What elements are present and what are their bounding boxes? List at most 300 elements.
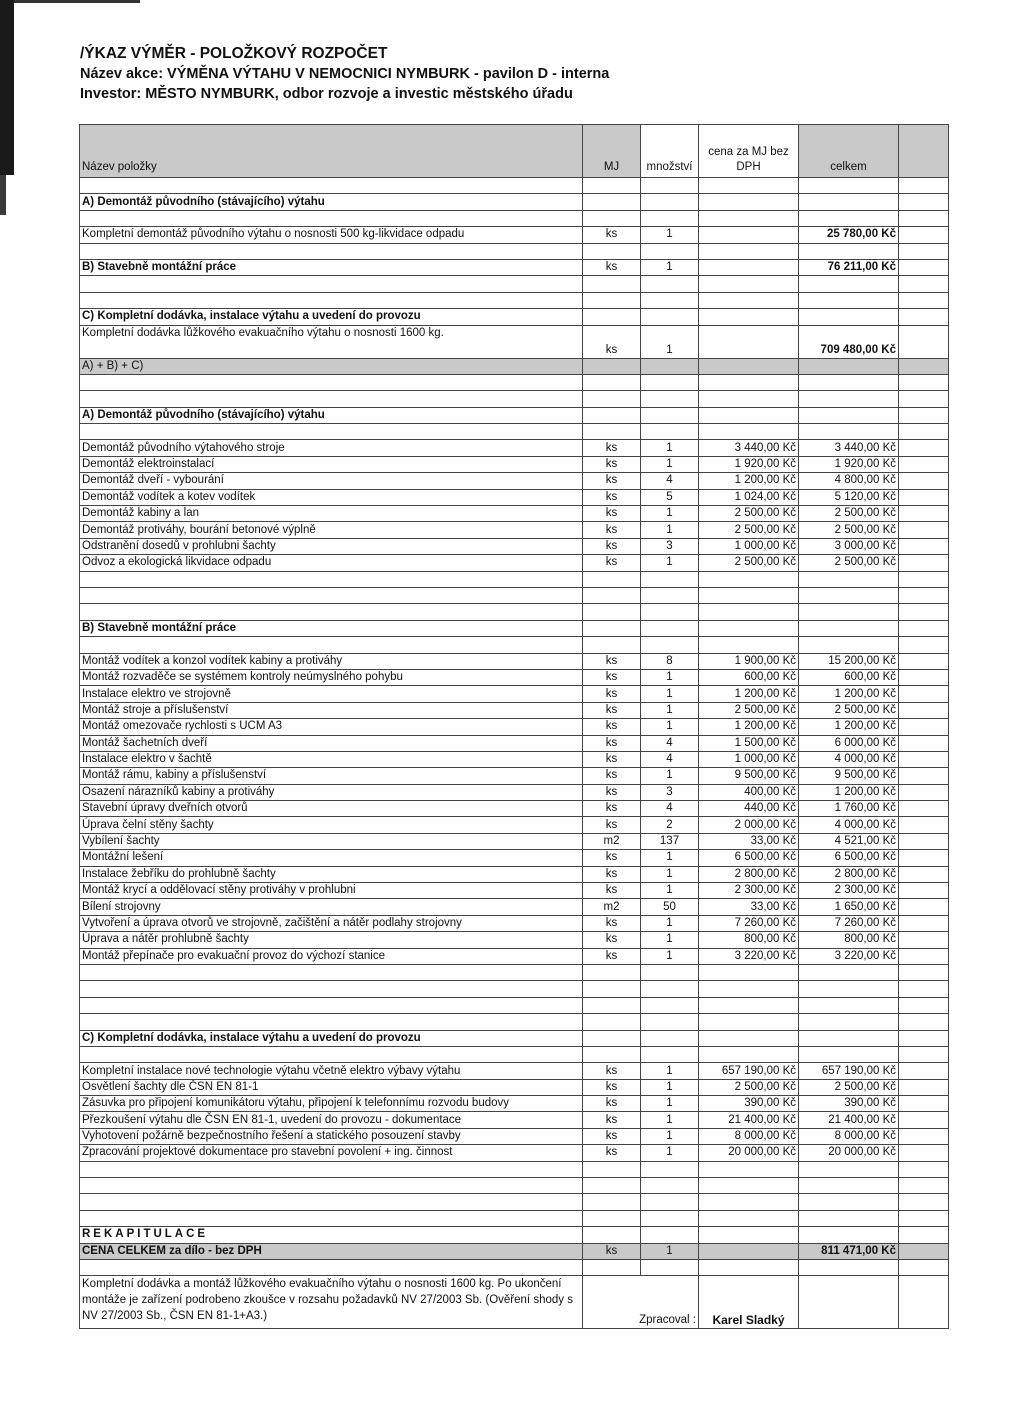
item-name: Demontáž původního výtahového stroje (80, 440, 583, 456)
empty-cell (80, 587, 583, 603)
empty-cell (583, 964, 641, 980)
empty-cell (699, 981, 799, 997)
item-total: 1 200,00 Kč (799, 784, 899, 800)
item-unit: ks (583, 259, 641, 275)
item-unit: ks (583, 325, 641, 358)
empty-cell (699, 1227, 799, 1243)
empty-cell (699, 1210, 799, 1226)
section-c-item (80, 1145, 949, 1161)
item-unit-price: 2 500,00 Kč (699, 702, 799, 718)
empty-cell (799, 1276, 899, 1329)
empty-cell (699, 1194, 799, 1210)
empty-cell (899, 309, 949, 325)
empty-cell (899, 686, 949, 702)
item-total: 15 200,00 Kč (799, 653, 899, 669)
empty-cell (699, 309, 799, 325)
summary-b-row (80, 259, 949, 275)
item-quantity: 1 (641, 227, 699, 243)
empty-cell (899, 1260, 949, 1276)
item-unit: ks (583, 456, 641, 472)
item-unit-price: 1 920,00 Kč (699, 456, 799, 472)
empty-cell (899, 719, 949, 735)
item-unit-price: 1 500,00 Kč (699, 735, 799, 751)
empty-cell (899, 243, 949, 259)
section-c-title (80, 1030, 949, 1046)
item-unit-price: 2 500,00 Kč (699, 1079, 799, 1095)
empty-cell (641, 1194, 699, 1210)
empty-cell (899, 1145, 949, 1161)
section-b-item (80, 735, 949, 751)
summary-a-title (80, 194, 949, 210)
item-name: Montáž krycí a oddělovací stěny protiváhy v prohlubni (80, 883, 583, 899)
col-header-qty: množství (641, 125, 699, 178)
empty-cell (641, 964, 699, 980)
recap-total-row (80, 1243, 949, 1259)
item-name: Zpracování projektové dokumentace pro stavební povolení + ing. činnost (80, 1145, 583, 1161)
item-quantity: 1 (641, 932, 699, 948)
item-unit: ks (583, 1096, 641, 1112)
section-title: A) Demontáž původního (stávajícího) výtahu (80, 194, 583, 210)
item-total: 76 211,00 Kč (799, 259, 899, 275)
recap-title-row (80, 1227, 949, 1243)
col-header-mj: MJ (583, 125, 641, 178)
item-quantity: 1 (641, 915, 699, 931)
empty-cell (799, 424, 899, 440)
item-total: 3 220,00 Kč (799, 948, 899, 964)
item-unit-price: 2 300,00 Kč (699, 883, 799, 899)
empty-cell (641, 374, 699, 390)
empty-cell (641, 243, 699, 259)
empty-cell (799, 178, 899, 194)
table-row (80, 587, 949, 603)
empty-cell (641, 424, 699, 440)
footer-note: Kompletní dodávka a montáž lůžkového evakuačního výtahu o nosnosti 1600 kg. Po ukončení montáže je zařízení podrobeno zkoušce v rozsahu požadavků NV 27/2003 Sb. (Ověření shody s NV 27/2003 Sb., ČSN EN 81-1+A3.) (80, 1276, 583, 1329)
item-unit-price: 2 500,00 Kč (699, 522, 799, 538)
item-unit-price: 600,00 Kč (699, 669, 799, 685)
empty-cell (699, 358, 799, 374)
empty-cell (899, 1276, 949, 1329)
recap-total: 811 471,00 Kč (799, 1243, 899, 1259)
empty-cell (899, 522, 949, 538)
item-unit-price: 33,00 Kč (699, 899, 799, 915)
document-title: /ÝKAZ VÝMĚR - POLOŽKOVÝ ROZPOČET (80, 45, 388, 62)
section-b-item (80, 653, 949, 669)
item-unit: ks (583, 669, 641, 685)
item-unit: ks (583, 506, 641, 522)
table-row (80, 1014, 949, 1030)
section-b-item (80, 669, 949, 685)
section-c-item (80, 1079, 949, 1095)
empty-cell (899, 587, 949, 603)
item-unit: ks (583, 1112, 641, 1128)
item-unit: ks (583, 1145, 641, 1161)
empty-cell (641, 178, 699, 194)
empty-cell (641, 587, 699, 603)
item-unit-price: 1 900,00 Kč (699, 653, 799, 669)
item-quantity: 1 (641, 1128, 699, 1144)
empty-cell (899, 456, 949, 472)
item-unit-price: 2 500,00 Kč (699, 555, 799, 571)
item-name: Demontáž protiváhy, bourání betonové výplně (80, 522, 583, 538)
empty-cell (583, 276, 641, 292)
item-total: 657 190,00 Kč (799, 1063, 899, 1079)
item-total: 1 200,00 Kč (799, 719, 899, 735)
col-header-extra (899, 125, 949, 178)
empty-cell (80, 964, 583, 980)
item-total: 1 650,00 Kč (799, 899, 899, 915)
empty-cell (583, 374, 641, 390)
empty-cell (641, 194, 699, 210)
col-header-name: Název položky (80, 125, 583, 178)
empty-cell (583, 358, 641, 374)
section-a-title (80, 407, 949, 423)
empty-cell (583, 424, 641, 440)
item-total: 1 920,00 Kč (799, 456, 899, 472)
empty-cell (641, 1161, 699, 1177)
item-unit-price: 800,00 Kč (699, 932, 799, 948)
item-total: 2 500,00 Kč (799, 555, 899, 571)
item-total: 6 500,00 Kč (799, 850, 899, 866)
item-name: Kompletní dodávka lůžkového evakuačního výtahu o nosnosti 1600 kg. (80, 325, 583, 358)
item-name: Montáž rámu, kabiny a příslušenství (80, 768, 583, 784)
table-row (80, 1194, 949, 1210)
item-quantity: 3 (641, 784, 699, 800)
item-name: Montáž vodítek a konzol vodítek kabiny a protiváhy (80, 653, 583, 669)
section-b-item (80, 948, 949, 964)
section-b-item (80, 686, 949, 702)
item-quantity: 1 (641, 506, 699, 522)
summary-c-row (80, 325, 949, 358)
summary-c-title (80, 309, 949, 325)
item-name: Přezkoušení výtahu dle ČSN EN 81-1, uvedení do provozu - dokumentace (80, 1112, 583, 1128)
item-quantity: 1 (641, 522, 699, 538)
empty-cell (699, 1260, 799, 1276)
empty-cell (641, 637, 699, 653)
item-unit-price: 7 260,00 Kč (699, 915, 799, 931)
item-total: 4 000,00 Kč (799, 817, 899, 833)
item-unit: m2 (583, 899, 641, 915)
empty-cell (899, 850, 949, 866)
section-a-item (80, 538, 949, 554)
empty-cell (641, 276, 699, 292)
empty-cell (899, 194, 949, 210)
section-c-item (80, 1063, 949, 1079)
item-total: 800,00 Kč (799, 932, 899, 948)
empty-cell (583, 1030, 641, 1046)
empty-cell (899, 1063, 949, 1079)
table-row (80, 1210, 949, 1226)
item-unit: ks (583, 915, 641, 931)
empty-cell (799, 243, 899, 259)
section-a-item (80, 440, 949, 456)
table-row (80, 292, 949, 308)
table-row (80, 1046, 949, 1062)
scan-edge-mark (0, 175, 6, 215)
item-total: 2 800,00 Kč (799, 866, 899, 882)
table-row (80, 1178, 949, 1194)
empty-cell (641, 571, 699, 587)
empty-cell (699, 210, 799, 226)
empty-cell (699, 1243, 799, 1259)
item-quantity: 1 (641, 1096, 699, 1112)
empty-cell (641, 997, 699, 1013)
item-total: 20 000,00 Kč (799, 1145, 899, 1161)
item-total: 600,00 Kč (799, 669, 899, 685)
item-quantity: 1 (641, 850, 699, 866)
section-a-item (80, 489, 949, 505)
empty-cell (899, 899, 949, 915)
item-quantity: 4 (641, 751, 699, 767)
item-total: 3 440,00 Kč (799, 440, 899, 456)
item-quantity: 1 (641, 719, 699, 735)
empty-cell (583, 178, 641, 194)
empty-cell (899, 555, 949, 571)
empty-cell (899, 817, 949, 833)
empty-cell (799, 1161, 899, 1177)
empty-cell (899, 292, 949, 308)
item-quantity: 3 (641, 538, 699, 554)
item-unit-price: 33,00 Kč (699, 833, 799, 849)
item-unit: ks (583, 883, 641, 899)
empty-cell (80, 1210, 583, 1226)
empty-cell (899, 1243, 949, 1259)
empty-cell (699, 620, 799, 636)
item-total: 390,00 Kč (799, 1096, 899, 1112)
item-unit-price: 2 000,00 Kč (699, 817, 799, 833)
summary-a-row (80, 227, 949, 243)
empty-cell (80, 1178, 583, 1194)
table-row (80, 1260, 949, 1276)
empty-cell (799, 637, 899, 653)
item-unit-price: 20 000,00 Kč (699, 1145, 799, 1161)
empty-cell (80, 424, 583, 440)
empty-cell (799, 620, 899, 636)
empty-cell (699, 1178, 799, 1194)
item-quantity: 1 (641, 669, 699, 685)
summary-abc-label: A) + B) + C) (80, 358, 583, 374)
item-unit: ks (583, 1128, 641, 1144)
item-unit-price: 2 500,00 Kč (699, 506, 799, 522)
empty-cell (641, 1227, 699, 1243)
empty-cell (699, 637, 799, 653)
item-unit-price: 3 440,00 Kč (699, 440, 799, 456)
empty-cell (699, 1030, 799, 1046)
section-c-item (80, 1096, 949, 1112)
item-unit-price: 1 200,00 Kč (699, 473, 799, 489)
section-b-item (80, 833, 949, 849)
item-name: Osazení nárazníků kabiny a protiváhy (80, 784, 583, 800)
section-a-item (80, 522, 949, 538)
item-name: Úprava čelní stěny šachty (80, 817, 583, 833)
empty-cell (899, 883, 949, 899)
item-name: Montážní lešení (80, 850, 583, 866)
item-unit-price: 1 200,00 Kč (699, 686, 799, 702)
empty-cell (899, 1030, 949, 1046)
section-b-item (80, 899, 949, 915)
empty-cell (899, 1014, 949, 1030)
section-b-item (80, 866, 949, 882)
empty-cell (799, 194, 899, 210)
empty-cell (583, 407, 641, 423)
item-total: 1 760,00 Kč (799, 801, 899, 817)
empty-cell (80, 1014, 583, 1030)
empty-cell (699, 276, 799, 292)
item-name: Montáž stroje a příslušenství (80, 702, 583, 718)
empty-cell (899, 178, 949, 194)
empty-cell (699, 178, 799, 194)
empty-cell (899, 391, 949, 407)
empty-cell (799, 1194, 899, 1210)
empty-cell (583, 210, 641, 226)
item-quantity: 4 (641, 801, 699, 817)
section-a-item (80, 473, 949, 489)
table-row (80, 637, 949, 653)
item-name: Odstranění dosedů v prohlubni šachty (80, 538, 583, 554)
item-name: Demontáž elektroinstalací (80, 456, 583, 472)
empty-cell (80, 571, 583, 587)
document-header (80, 44, 960, 104)
item-unit: ks (583, 735, 641, 751)
item-quantity: 1 (641, 948, 699, 964)
item-quantity: 1 (641, 1063, 699, 1079)
item-quantity: 1 (641, 702, 699, 718)
empty-cell (899, 227, 949, 243)
empty-cell (799, 1227, 899, 1243)
empty-cell (583, 997, 641, 1013)
item-name: Úprava a nátěr prohlubně šachty (80, 932, 583, 948)
empty-cell (699, 292, 799, 308)
item-quantity: 1 (641, 866, 699, 882)
item-unit: ks (583, 1063, 641, 1079)
empty-cell (583, 571, 641, 587)
empty-cell (799, 571, 899, 587)
empty-cell (80, 276, 583, 292)
empty-cell (899, 259, 949, 275)
empty-cell (583, 1161, 641, 1177)
item-unit: ks (583, 227, 641, 243)
item-name: Kompletní demontáž původního výtahu o nosnosti 500 kg-likvidace odpadu (80, 227, 583, 243)
item-unit-price: 3 220,00 Kč (699, 948, 799, 964)
item-name: Vyhotovení požárně bezpečnostního řešení a statického posouzení stavby (80, 1128, 583, 1144)
item-unit-price: 1 024,00 Kč (699, 489, 799, 505)
empty-cell (699, 997, 799, 1013)
empty-cell (899, 735, 949, 751)
empty-cell (80, 210, 583, 226)
item-name: Vytvoření a úprava otvorů ve strojovně, začištění a nátěr podlahy strojovny (80, 915, 583, 931)
empty-cell (641, 407, 699, 423)
empty-cell (699, 964, 799, 980)
empty-cell (899, 997, 949, 1013)
item-name: Montáž přepínače pro evakuační provoz do výchozí stanice (80, 948, 583, 964)
item-name: Instalace elektro ve strojovně (80, 686, 583, 702)
item-total: 4 800,00 Kč (799, 473, 899, 489)
empty-cell (799, 587, 899, 603)
empty-cell (80, 178, 583, 194)
item-unit: ks (583, 932, 641, 948)
item-unit-price: 400,00 Kč (699, 784, 799, 800)
item-name: Instalace elektro v šachtě (80, 751, 583, 767)
empty-cell (699, 587, 799, 603)
empty-cell (799, 997, 899, 1013)
prepared-label-cell (583, 1276, 699, 1329)
recap-total-label: CENA CELKEM za dílo - bez DPH (80, 1243, 583, 1259)
section-b-item (80, 932, 949, 948)
item-unit: ks (583, 948, 641, 964)
item-name: B) Stavebně montážní práce (80, 259, 583, 275)
empty-cell (899, 358, 949, 374)
item-name: Montáž šachetních dveří (80, 735, 583, 751)
section-title: A) Demontáž původního (stávajícího) výtahu (80, 407, 583, 423)
empty-cell (799, 407, 899, 423)
item-unit-price: 2 800,00 Kč (699, 866, 799, 882)
section-b-item (80, 915, 949, 931)
item-total: 2 500,00 Kč (799, 506, 899, 522)
section-b-title (80, 620, 949, 636)
item-name: Vybílení šachty (80, 833, 583, 849)
prepared-label: Zpracoval : (639, 1314, 696, 1327)
item-unit-price: 657 190,00 Kč (699, 1063, 799, 1079)
col-header-price: cena za MJ bez DPH (699, 125, 799, 178)
empty-cell (699, 1014, 799, 1030)
budget-table-body (80, 125, 949, 1329)
col-header-total: celkem (799, 125, 899, 178)
empty-cell (799, 1260, 899, 1276)
item-unit-price: 6 500,00 Kč (699, 850, 799, 866)
empty-cell (799, 1178, 899, 1194)
item-quantity: 1 (641, 456, 699, 472)
empty-cell (899, 948, 949, 964)
empty-cell (799, 391, 899, 407)
empty-cell (899, 210, 949, 226)
empty-cell (80, 1194, 583, 1210)
item-total: 709 480,00 Kč (799, 325, 899, 358)
item-quantity: 4 (641, 735, 699, 751)
budget-table (79, 124, 949, 1329)
item-quantity: 50 (641, 899, 699, 915)
item-quantity: 1 (641, 768, 699, 784)
empty-cell (699, 194, 799, 210)
empty-cell (583, 243, 641, 259)
item-unit-price: 1 000,00 Kč (699, 538, 799, 554)
empty-cell (899, 1194, 949, 1210)
empty-cell (641, 292, 699, 308)
item-name: Osvětlení šachty dle ČSN EN 81-1 (80, 1079, 583, 1095)
empty-cell (899, 768, 949, 784)
empty-cell (799, 358, 899, 374)
item-name: Stavební úpravy dveřních otvorů (80, 801, 583, 817)
empty-cell (799, 981, 899, 997)
empty-cell (899, 784, 949, 800)
empty-cell (641, 358, 699, 374)
item-quantity: 1 (641, 440, 699, 456)
empty-cell (899, 538, 949, 554)
empty-cell (899, 653, 949, 669)
item-total: 2 300,00 Kč (799, 883, 899, 899)
empty-cell (799, 210, 899, 226)
empty-cell (80, 981, 583, 997)
empty-cell (80, 374, 583, 390)
section-b-item (80, 784, 949, 800)
item-quantity: 1 (641, 1145, 699, 1161)
summary-abc-row (80, 358, 949, 374)
item-unit: ks (583, 1079, 641, 1095)
item-name: Zásuvka pro připojení komunikátoru výtahu, připojení k telefonnímu rozvodu budovy (80, 1096, 583, 1112)
empty-cell (80, 997, 583, 1013)
item-total: 2 500,00 Kč (799, 702, 899, 718)
item-name: Instalace žebříku do prohlubně šachty (80, 866, 583, 882)
empty-cell (799, 1014, 899, 1030)
empty-cell (80, 243, 583, 259)
